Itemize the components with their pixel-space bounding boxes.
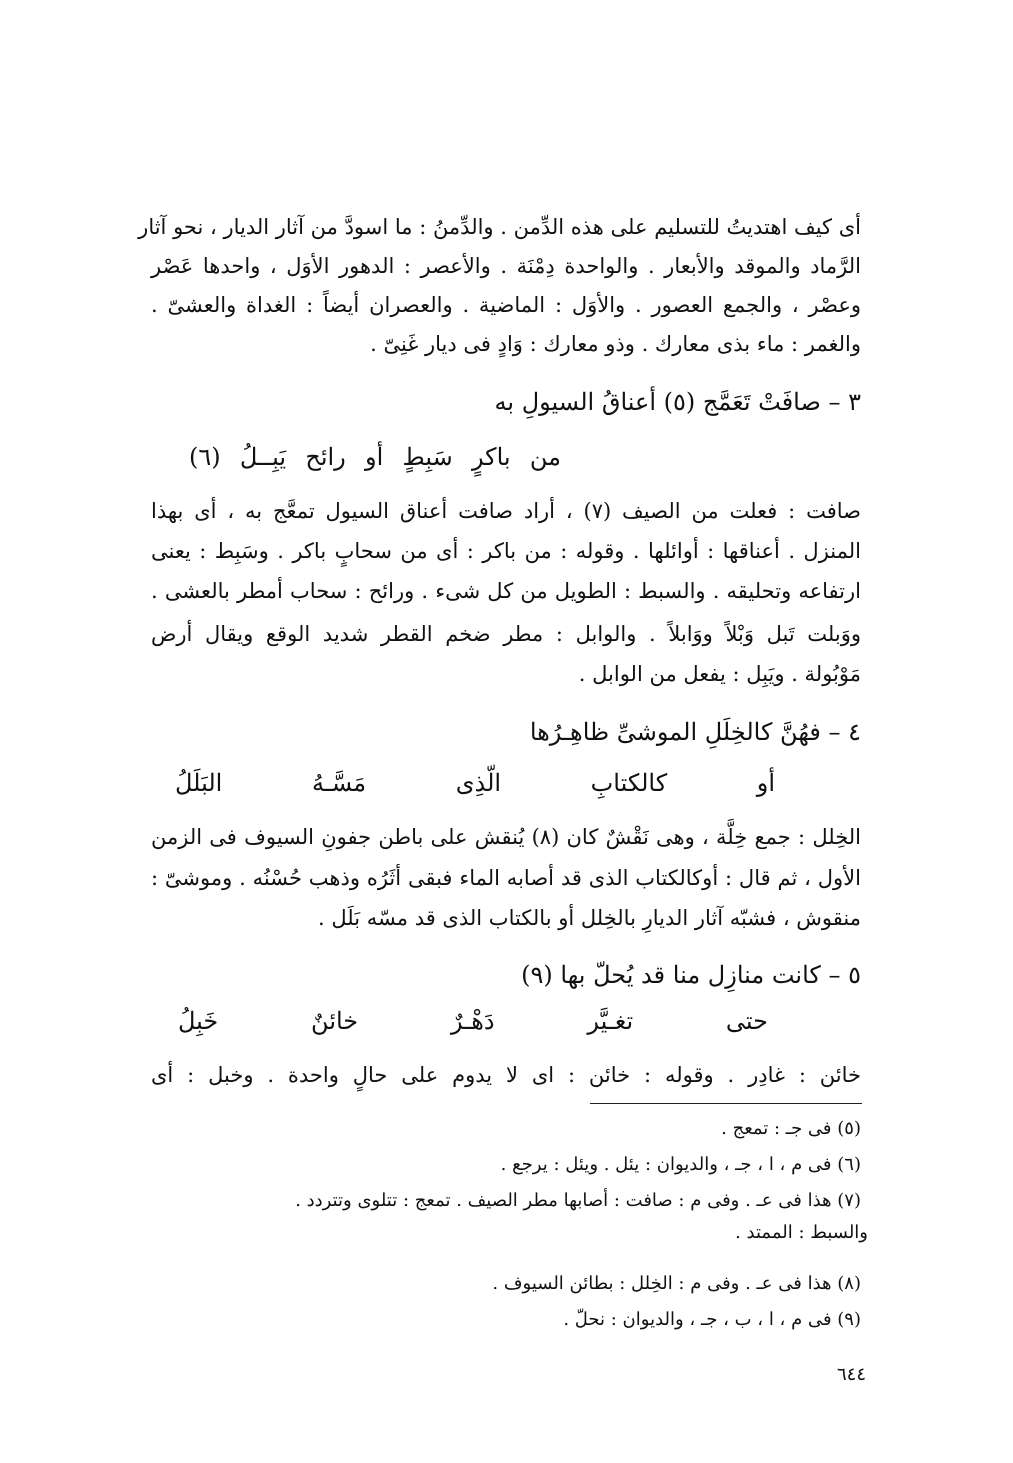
paragraph-4-line-1: خائن : غادِر . وقوله : خائن : اى لا يدوم على حالٍ واحدة . وخبل : أى	[151, 1063, 861, 1087]
paragraph-2-line-4: ووَبلت تَبل وَبْلاً ووَابلاً . والوابل : مطر ضخم القطر شديد الوقع ويقال أرض	[151, 622, 861, 646]
verse-4-second-hemistich: أو كالكتابِ الّذِى مَسَّـهُ البَلَلُ	[175, 769, 775, 797]
footnote-6: (٦) فى م ، ا ، جـ ، والديوان : يئل . ويئل : يرجع .	[500, 1154, 861, 1175]
paragraph-1-line-4: والغمر : ماء بذى معارك . وذو معارك : وَادٍ فى ديار غَنِىّ .	[370, 332, 861, 356]
footnote-9: (٩) فى م ، ا ، ب ، جـ ، والديوان : نحلّ .	[563, 1309, 861, 1330]
paragraph-1-line-1: أى كيف اهتديتُ للتسليم على هذه الدِّمن . والدِّمنُ : ما اسودَّ من آثار الديار ، نحو آثار	[138, 215, 861, 239]
paragraph-2-line-5: مَوْبُولة . ويَبِل : يفعل من الوابل .	[578, 662, 861, 686]
footnote-separator	[590, 1103, 862, 1104]
paragraph-3-line-3: منقوش ، فشبّه آثار الديارِ بالخِلل أو بالكتاب الذى قد مسّه بَلَل .	[318, 906, 861, 930]
footnote-8: (٨) هذا فى عـ . وفى م : الخِلل : بطائن السيوف .	[492, 1273, 861, 1294]
footnote-7-continuation: والسبط : الممتد .	[735, 1222, 868, 1243]
paragraph-3-line-1: الخِلل : جمع خِلَّة ، وهى نَقْشٌ كان (٨) يُنقش على باطن جفونِ السيوف فى الزمن	[151, 825, 861, 849]
verse-4-first-hemistich: ٤ – فهُنَّ كالخِلَلِ الموشىِّ ظاهِـرُها	[529, 718, 861, 746]
paragraph-1-line-3: وعصْر ، والجمع العصور . والأوَل : الماضية . والعصران أيضاً : الغداة والعشىّ .	[151, 293, 861, 317]
paragraph-2-line-1: صافت : فعلت من الصيف (٧) ، أراد صافت أعناق السيول تمعَّج به ، أى بهذا	[151, 499, 861, 523]
paragraph-3-line-2: الأول ، ثم قال : أوكالكتاب الذى قد أصابه الماء فبقى أثَرُه وذهب حُسْنُه . وموشىّ :	[151, 866, 861, 890]
verse-5-second-hemistich: حتى تغـيَّر دَهْـرٌ خائنٌ خَبِلُ	[178, 1007, 768, 1035]
verse-5-first-hemistich: ٥ – كانت منازِل منا قد يُحلّ بها (٩)	[521, 961, 861, 989]
footnote-7: (٧) هذا فى عـ . وفى م : صافت : أصابها مطر الصيف . تمعج : تتلوى وتتردد .	[295, 1190, 861, 1211]
verse-3-first-hemistich: ٣ – صافَتْ تَعَمَّج (٥) أعناقُ السيولِ به	[494, 388, 861, 416]
page-number: ٦٤٤	[836, 1364, 866, 1385]
paragraph-1-line-2: الرَّماد والموقد والأبعار . والواحدة دِمْنَة . والأعصر : الدهور الأوَل ، واحدها عَصْر	[151, 254, 861, 278]
paragraph-2-line-3: ارتفاعه وتحليقه . والسبط : الطويل من كل شىء . ورائح : سحاب أمطر بالعشى .	[151, 579, 861, 603]
verse-3-second-hemistich: من باكرٍ سَبِطٍ أو رائح يَبِــلُ (٦)	[189, 443, 561, 471]
paragraph-2-line-2: المنزل . أعناقها : أوائلها . وقوله : من باكر : أى من سحابٍ باكر . وسَبِط : يعنى	[151, 539, 861, 563]
footnote-5: (٥) فى جـ : تمعج .	[721, 1118, 861, 1139]
